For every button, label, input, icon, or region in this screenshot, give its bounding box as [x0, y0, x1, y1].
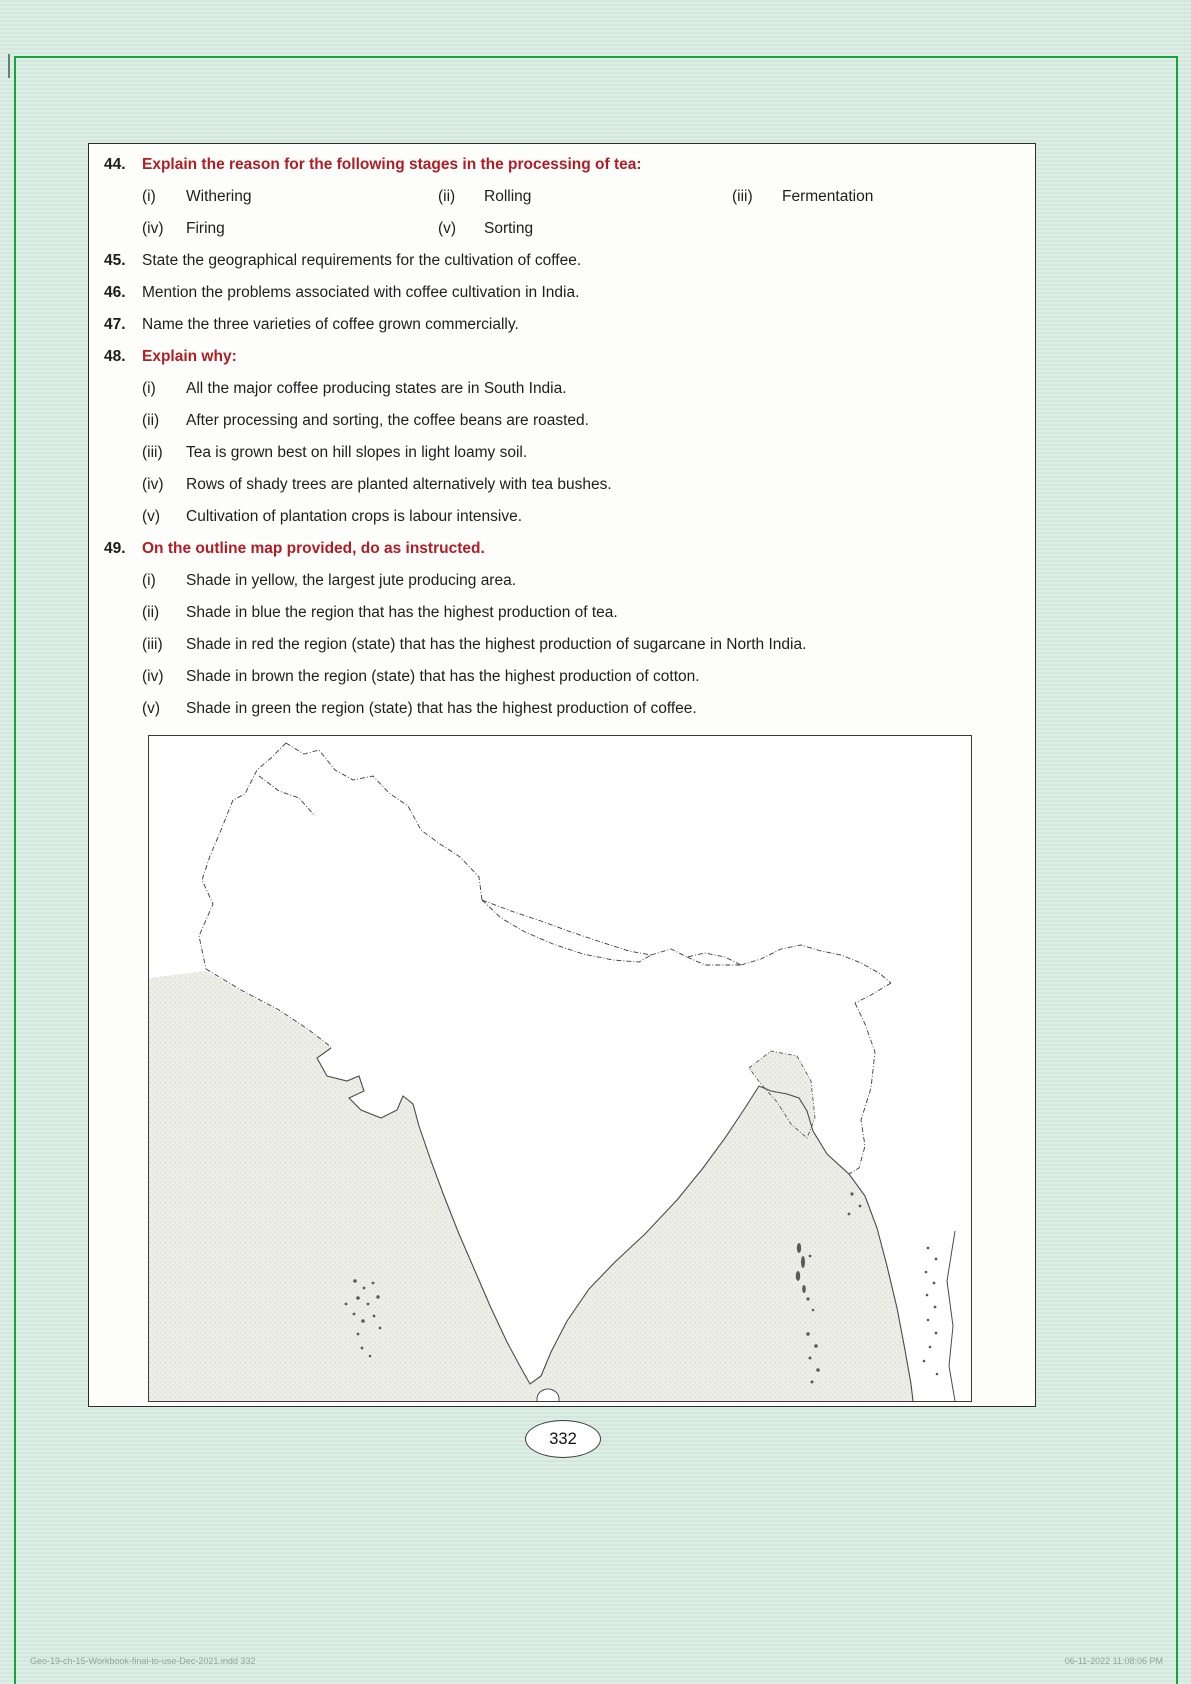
- option-label: (v): [438, 220, 457, 237]
- question-45: [89, 245, 1035, 277]
- question-heading: Explain the reason for the following stages in the processing of tea:: [142, 156, 642, 173]
- question-48-item: [89, 437, 1035, 469]
- item-label: (i): [142, 572, 156, 589]
- item-text: Rows of shady trees are planted alternatively with tea bushes.: [186, 476, 612, 493]
- option-label: (ii): [438, 188, 456, 205]
- item-text: Shade in green the region (state) that has the highest production of coffee.: [186, 700, 697, 717]
- question-49-item: [89, 661, 1035, 693]
- option-text: Withering: [186, 188, 252, 205]
- option-text: Firing: [186, 220, 225, 237]
- item-text: Shade in yellow, the largest jute producing area.: [186, 572, 517, 589]
- question-48-item: [89, 373, 1035, 405]
- question-number: 48.: [104, 348, 126, 365]
- item-text: Shade in blue the region that has the highest production of tea.: [186, 604, 618, 621]
- option-label: (iv): [142, 220, 164, 237]
- option-label: (iii): [732, 188, 753, 205]
- item-text: All the major coffee producing states are in South India.: [186, 380, 567, 397]
- question-49-item: [89, 629, 1035, 661]
- item-text: Shade in brown the region (state) that has the highest production of cotton.: [186, 668, 700, 685]
- item-text: Tea is grown best on hill slopes in light loamy soil.: [186, 444, 528, 461]
- question-46: [89, 277, 1035, 309]
- item-label: (v): [142, 700, 161, 717]
- item-text: Cultivation of plantation crops is labour intensive.: [186, 508, 523, 525]
- scan-edge-mark: [8, 54, 10, 78]
- question-44-options-row-1: [89, 181, 1035, 213]
- option-text: Rolling: [484, 188, 532, 205]
- item-label: (iv): [142, 668, 164, 685]
- question-49-item: [89, 693, 1035, 725]
- question-number: 49.: [104, 540, 126, 557]
- question-text: State the geographical requirements for the cultivation of coffee.: [142, 252, 582, 269]
- question-44: [89, 149, 1035, 181]
- item-label: (iii): [142, 636, 163, 653]
- option-label: (i): [142, 188, 156, 205]
- india-outline-map: [148, 735, 972, 1402]
- question-49: [89, 533, 1035, 565]
- page-number: 332: [549, 1429, 577, 1448]
- question-number: 45.: [104, 252, 126, 269]
- question-text: Mention the problems associated with coffee cultivation in India.: [142, 284, 580, 301]
- questions-panel: [88, 143, 1036, 1407]
- question-47: [89, 309, 1035, 341]
- question-49-item: [89, 597, 1035, 629]
- question-number: 47.: [104, 316, 126, 333]
- option-text: Sorting: [484, 220, 534, 237]
- option-text: Fermentation: [782, 188, 874, 205]
- question-48-item: [89, 469, 1035, 501]
- question-number: 44.: [104, 156, 126, 173]
- question-heading: On the outline map provided, do as instructed.: [142, 540, 485, 557]
- item-text: After processing and sorting, the coffee beans are roasted.: [186, 412, 589, 429]
- item-label: (ii): [142, 412, 160, 429]
- item-label: (iv): [142, 476, 164, 493]
- question-number: 46.: [104, 284, 126, 301]
- page-number-badge: [525, 1420, 601, 1458]
- question-48-item: [89, 405, 1035, 437]
- question-49-item: [89, 565, 1035, 597]
- print-footer-filename: Geo-19-ch-15-Workbook-final-to-use-Dec-2021.indd 332: [30, 1656, 256, 1666]
- question-text: Name the three varieties of coffee grown commercially.: [142, 316, 519, 333]
- print-footer-timestamp: 06-11-2022 11:08:06 PM: [1064, 1656, 1163, 1666]
- question-heading: Explain why:: [142, 348, 237, 365]
- item-label: (v): [142, 508, 161, 525]
- question-48-item: [89, 501, 1035, 533]
- item-label: (ii): [142, 604, 160, 621]
- question-44-options-row-2: [89, 213, 1035, 245]
- item-label: (i): [142, 380, 156, 397]
- item-label: (iii): [142, 444, 163, 461]
- item-text: Shade in red the region (state) that has the highest production of sugarcane in North India.: [186, 636, 807, 653]
- question-48: [89, 341, 1035, 373]
